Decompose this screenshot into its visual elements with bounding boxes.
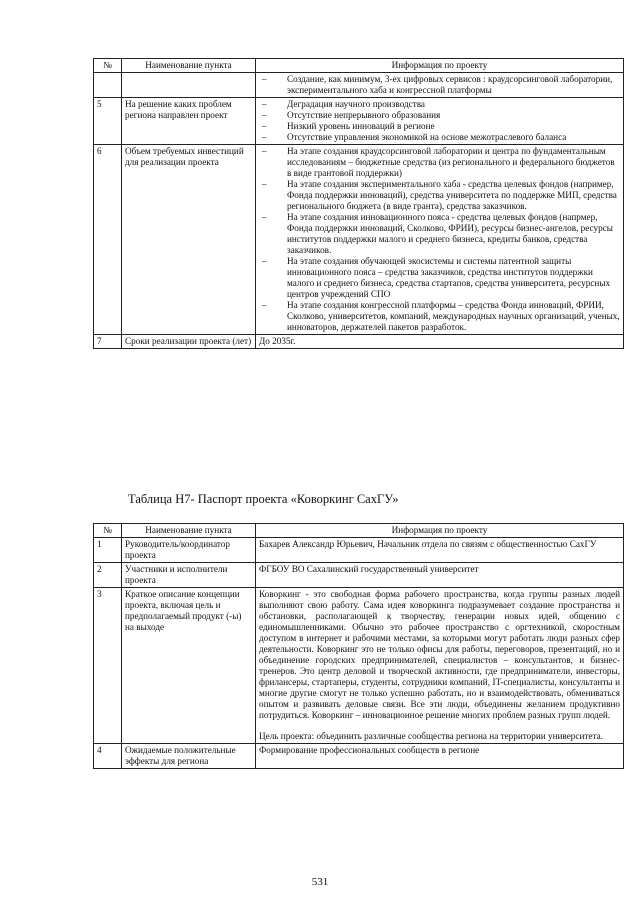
info-cell: Формирование профессиональных сообществ в регионе: [256, 744, 624, 769]
row-number: 3: [94, 588, 122, 744]
info-cell: [256, 145, 624, 335]
table-row: [94, 73, 624, 98]
coworking-passport-table: [93, 523, 624, 769]
page-number: 531: [311, 876, 329, 888]
row-label: Сроки реализации проекта (лет): [122, 335, 256, 349]
table-row: [94, 538, 624, 563]
table-header-row: [94, 524, 624, 538]
table-row: [94, 98, 624, 145]
header-info: Информация по проекту: [256, 59, 624, 73]
info-cell: [256, 98, 624, 145]
row-label: Объем требуемых инвестиций для реализации проекта: [122, 145, 256, 335]
header-info: Информация по проекту: [256, 524, 624, 538]
description-paragraph: Коворкинг - это свободная форма рабочего пространства, когда группы разных людей выполняют свою работу. Сама идея коворкинга подразумевает создание пространства и обстановки, располагающей к творчеству, генерации новых идей, общению с единомышленниками. Обычно это рабочее пространство с оргтехникой, скоростным доступом в интернет и рабочими местами, за которыми могут работать люди разных сфер деятельности. Коворкинг это не только офисы для работы, переговоров, презентаций, но и объединение городских предпринимателей, специалистов – консультантов, и бизнес-тренеров. Это центр деловой и творческой активности, где предприниматели, инвесторы, фрилансеры, стартаперы, студенты, сотрудники компаний, IT-специалисты, консультанты и многие другие смогут не только успешно работать, но и взаимодействовать, обмениваться опытом и развивать деловые связи. Все эти люди, объединены желанием продуктивно потрудиться. Коворкинг – инновационное решение многих проблем разных групп людей.: [259, 589, 620, 720]
list-item: – Отсутствие управления экономикой на основе межотраслевого баланса: [259, 132, 620, 143]
info-cell: До 2035г.: [256, 335, 624, 349]
row-label: Участники и исполнители проекта: [122, 563, 256, 588]
list-item: – На этапе создания экспериментального хаба - средства целевых фондов (например, Фонда поддержки инноваций), средства университета по поддержке МИП, средства регионального бюджета (в виде гранта), средства заказчиков.: [259, 179, 620, 212]
table-row: [94, 335, 624, 349]
list-item: – Отсутствие непрерывного образования: [259, 110, 620, 121]
list-item: – На этапе создания конгрессной платформы – средства Фонда инноваций, ФРИИ, Сколково, университетов, компаний, международных научных организаций, ученых, инноваторов, держателей пакетов разработок.: [259, 300, 620, 333]
row-label: Краткое описание концепции проекта, включая цель и предполагаемый продукт (-ы) на выходе: [122, 588, 256, 744]
table-row: [94, 563, 624, 588]
row-number: 4: [94, 744, 122, 769]
row-number: 6: [94, 145, 122, 335]
table-row: [94, 588, 624, 744]
list-item: – На этапе создания обучающей экосистемы и системы патентной защиты инновационного пояса – средства заказчиков, средства институтов поддержки малого и среднего бизнеса, средства стартапов, средства университета, ресурсных центров учреждений СПО: [259, 256, 620, 300]
header-num: №: [94, 59, 122, 73]
table-caption: Таблица Н7- Паспорт проекта «Коворкинг СахГУ»: [128, 492, 399, 506]
info-cell: [256, 73, 624, 98]
header-num: №: [94, 524, 122, 538]
row-number: 7: [94, 335, 122, 349]
spacer: [259, 721, 620, 731]
list-item: – На этапе создания краудсорсинговой лаборатории и центра по фундаментальным исследованиям – бюджетные средства (из регионального и федерального бюджетов в виде грантовой поддержки): [259, 146, 620, 179]
empty-cell: [122, 73, 256, 98]
project-info-table-continued: [93, 58, 624, 349]
row-number: 2: [94, 563, 122, 588]
row-label: На решение каких проблем региона направлен проект: [122, 98, 256, 145]
row-number: 5: [94, 98, 122, 145]
table-header-row: [94, 59, 624, 73]
info-cell: [256, 588, 624, 744]
table-row: [94, 145, 624, 335]
list-item: – Низкий уровень инноваций в регионе: [259, 121, 620, 132]
row-label: Ожидаемые положительные эффекты для региона: [122, 744, 256, 769]
list-item: – Создание, как минимум, 3-ех цифровых сервисов : краудсорсинговой лаборатории, экспериментального хаба и конгрессной платформы: [259, 74, 620, 96]
list-item: – На этапе создания инновационного пояса - средства целевых фондов (напрмер, Фонда поддержки инноваций, Сколково, ФРИИ), ресурсы бизнес-ангелов, ресурсы институтов поддержки малого и среднего бизнеса, кредиты банков, средства заказчиков.: [259, 212, 620, 256]
info-cell: ФГБОУ ВО Сахалинский государственный университет: [256, 563, 624, 588]
empty-cell: [94, 73, 122, 98]
header-name: Наименование пункта: [122, 524, 256, 538]
row-number: 1: [94, 538, 122, 563]
project-goal: Цель проекта: объединить различные сообщества региона на территории университета.: [259, 731, 603, 741]
list-item: – Деградация научного производства: [259, 99, 620, 110]
header-name: Наименование пункта: [122, 59, 256, 73]
info-cell: Бахарев Александр Юрьевич, Начальник отдела по связям с общественностью СахГУ: [256, 538, 624, 563]
table-row: [94, 744, 624, 769]
row-label: Руководитель/координатор проекта: [122, 538, 256, 563]
